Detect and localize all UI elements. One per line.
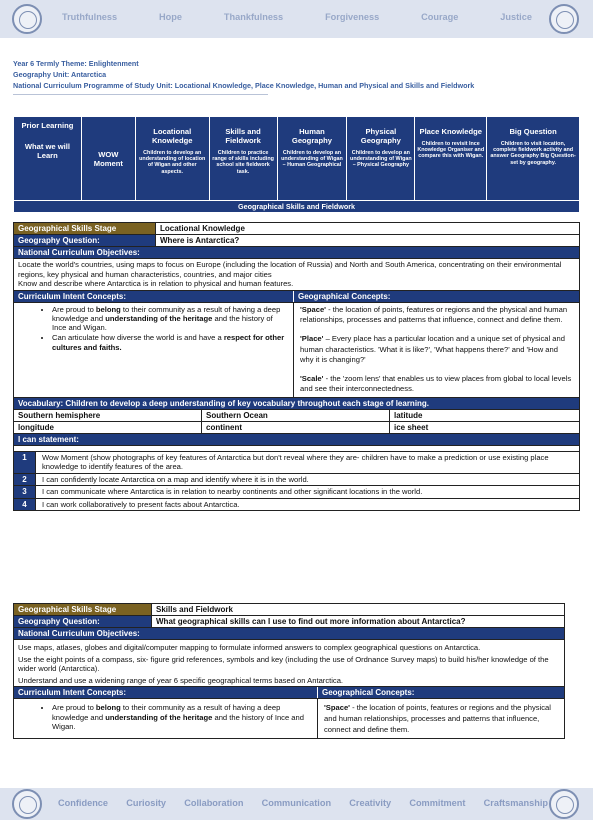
programme-of-study: National Curriculum Programme of Study Unit: Locational Knowledge, Place Knowledge, Human and Physical and Skills and Fieldwork (13, 81, 475, 90)
vocab-word: Southern hemisphere (14, 410, 202, 421)
topic-title: Locational Knowledge (151, 127, 193, 145)
footer-values (58, 798, 548, 808)
wow-moment-label: WOW Moment (93, 149, 123, 168)
concept-space: 'Space' - the location of points, features or regions and the physical and human relationships, processes and patterns that influence, connect and define them. (324, 703, 551, 734)
divider (13, 94, 268, 95)
geography-question: Where is Antarctica? (160, 236, 240, 245)
list-item: • Are proud to belong to their community as a result of having a deep knowledge and understanding of the heritage and the history of Ince and Wigan. (52, 305, 287, 333)
statement-number: 1 (14, 452, 36, 473)
list-item: • Can articulate how diverse the world is and have a respect for other cultures and faiths. (52, 333, 287, 351)
objectives-text (14, 640, 564, 686)
intent-list (14, 699, 317, 738)
topic-title: Physical Geography (360, 127, 401, 145)
statement-number: 3 (14, 486, 36, 497)
geography-unit: Geography Unit: Antarctica (13, 70, 107, 79)
vocab-word: ice sheet (394, 422, 429, 432)
value-word: Commitment (409, 798, 466, 808)
objectives-text (14, 259, 579, 290)
termly-theme: Year 6 Termly Theme: Enlightenment (13, 59, 139, 68)
value-word: Courage (421, 12, 459, 22)
intent-label: Curriculum Intent Concepts: (14, 687, 318, 698)
concept-space: 'Space' - the location of points, features or regions and the physical and human relationships, processes and patterns that influence, connect and define them. (300, 304, 568, 325)
objective: Understand and use a widening range of year 6 specific geographical terms based on Antarctica. (18, 675, 344, 685)
value-word: Justice (500, 12, 532, 22)
topic-description: Children to develop an understanding of Wigan – Physical Geography (350, 150, 412, 169)
school-crest-icon (549, 4, 579, 34)
concepts-label: Geographical Concepts: (294, 291, 579, 302)
section-skills-and-fieldwork (13, 603, 565, 739)
statement-text: I can confidently locate Antarctica on a map and identify where it is in the world. (42, 474, 309, 484)
intent-list (14, 303, 293, 355)
value-word: Communication (261, 798, 332, 808)
value-word: Thankfulness (223, 12, 284, 22)
objectives-label: National Curriculum Objectives: (14, 628, 564, 639)
value-word: Confidence (58, 798, 109, 808)
value-word: Hope (159, 12, 183, 22)
section-locational-knowledge (13, 222, 580, 511)
document-heading (13, 58, 474, 91)
topic-title: Human Geography (291, 127, 332, 145)
skills-stage-value: Locational Knowledge (160, 224, 245, 233)
prior-learning-label: Prior Learning (21, 121, 74, 130)
skills-stage-label: Geographical Skills Stage (14, 223, 156, 234)
header-values-band (0, 0, 593, 38)
topic-description: Children to develop an understanding of Wigan – Human Geographical (281, 150, 343, 169)
i-can-statement-label: I can statement: (14, 434, 579, 445)
vocabulary-label: Vocabulary: Children to develop a deep understanding of key vocabulary throughout each stage of learning. (14, 398, 579, 409)
school-crest-icon (549, 789, 579, 819)
list-item: • Are proud to belong to their community as a result of having a deep knowledge and understanding of the heritage and the history of Ince and Wigan. (52, 703, 311, 731)
vocab-word: latitude (394, 410, 423, 420)
topic-title: Big Question (509, 127, 557, 136)
statement-text: I can communicate where Antarctica is in relation to nearby continents and other significant locations in the world. (42, 487, 423, 497)
statement-number: 4 (14, 499, 36, 510)
concept-place: 'Place' – Every place has a particular location and a unique set of physical and human characteristics. 'What it is like?', 'What happens there?' and 'How and why it is changing?' (300, 333, 565, 365)
topic-description: Children to visit location, complete fieldwork activity and answer Geography Big Question- set by geography. (490, 141, 576, 166)
footer-values-band (0, 788, 593, 820)
topic-description: Children to develop an understanding of location of Wigan and other aspects. (139, 150, 206, 175)
vocab-word: continent (202, 422, 390, 433)
topic-description: Children to practice range of skills including school site fieldwork task. (212, 150, 274, 175)
skills-stage-label: Geographical Skills Stage (14, 604, 152, 615)
statement-text: I can work collaboratively to present facts about Antarctica. (42, 499, 240, 509)
topic-title: Place Knowledge (419, 127, 482, 136)
skills-and-fieldwork-banner: Geographical Skills and Fieldwork (14, 201, 580, 213)
header-values (62, 12, 532, 22)
learning-sequence-table (13, 116, 580, 213)
objectives-label: National Curriculum Objectives: (14, 247, 579, 258)
vocab-word: longitude (14, 422, 202, 433)
statement-number: 2 (14, 474, 36, 485)
topic-description: Children to revisit Ince Knowledge Organiser and compare this with Wigan. (417, 141, 485, 160)
school-crest-icon (12, 4, 42, 34)
skills-stage-value: Skills and Fieldwork (156, 605, 233, 614)
objective: Know and describe where Antarctica is in relation to physical and human features. (18, 279, 294, 289)
value-word: Forgiveness (325, 12, 380, 22)
vocab-word: Southern Ocean (202, 410, 390, 421)
question-label: Geography Question: (14, 616, 152, 627)
value-word: Creativity (349, 798, 392, 808)
objective: Locate the world's countries, using maps to focus on Europe (including the location of Russia) and North and South America, concentrating on their environmental regions, key physical and human characteristics, countries, and major cities (18, 260, 562, 279)
school-crest-icon (12, 789, 42, 819)
what-we-will-learn-label: What we will Learn (24, 142, 70, 160)
value-word: Collaboration (184, 798, 244, 808)
concept-scale: 'Scale' - the 'zoom lens' that enables us to view places from global to local levels and see their interconnectedness. (300, 373, 572, 394)
intent-label: Curriculum Intent Concepts: (14, 291, 294, 302)
value-word: Truthfulness (62, 12, 118, 22)
objective: Use the eight points of a compass, six- figure grid references, symbols and key (including the use of Ordnance Survey maps) to build his/her knowledge of the wider world (Antarctica). (18, 654, 549, 674)
topic-title: Skills and Fieldwork (225, 127, 261, 145)
concepts-label: Geographical Concepts: (318, 687, 564, 698)
statement-text: Wow Moment (show photographs of key features of Antarctica but don't reveal where they are- children have to make a prediction or use existing place knowledge to identify features of the area. (42, 452, 549, 472)
objective: Use maps, atlases, globes and digital/computer mapping to formulate informed answers to complex geographical questions on Antarctica. (18, 643, 481, 652)
value-word: Curiosity (126, 798, 167, 808)
value-word: Craftsmanship (483, 798, 548, 808)
question-label: Geography Question: (14, 235, 156, 246)
geography-question: What geographical skills can I use to find out more information about Antarctica? (156, 617, 466, 626)
